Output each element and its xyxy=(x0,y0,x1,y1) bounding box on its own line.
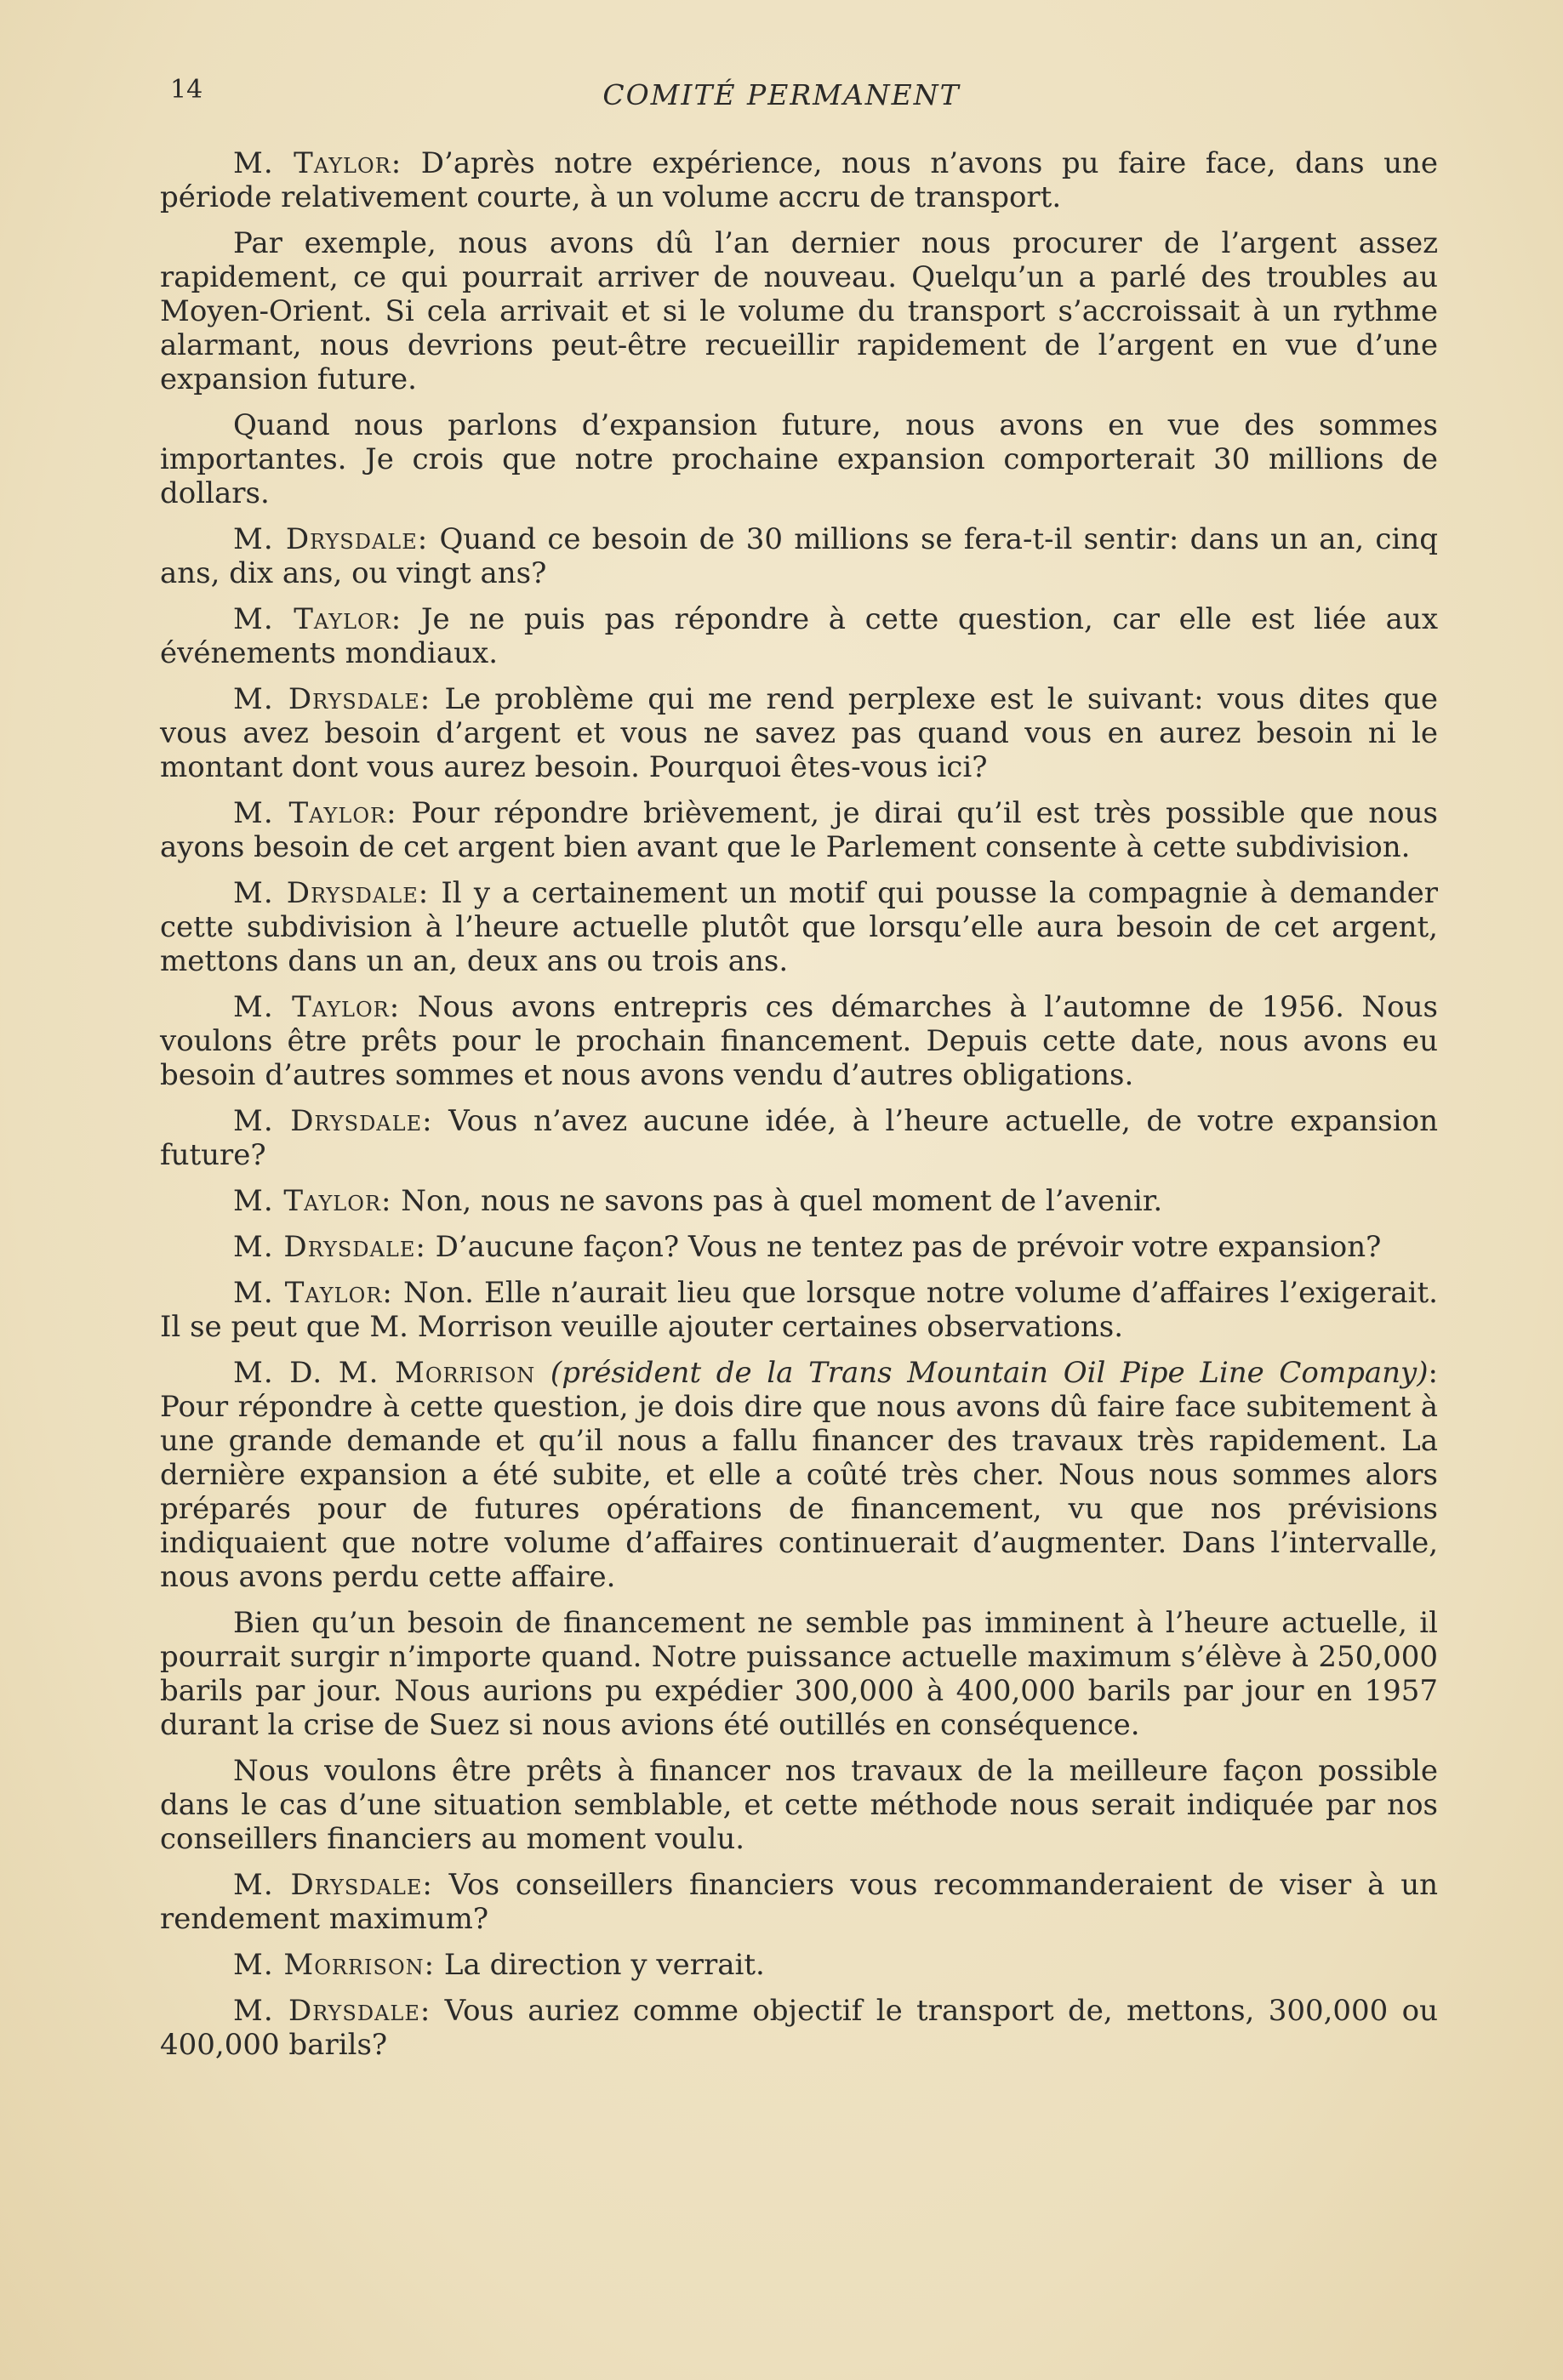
paragraph xyxy=(160,1994,1438,2062)
paragraph-text: Quand nous parlons d’expansion future, nous avons en vue des sommes importantes. Je crois que notre prochaine expansion comporterait 30 millions de dollars. xyxy=(160,408,1438,510)
paragraph-text: Par exemple, nous avons dû l’an dernier nous procurer de l’argent assez rapidement, ce qui pourrait arriver de nouveau. Quelqu’un a parlé des troubles au Moyen-Orient. Si cela arrivait et si le volume du transport s’accroissait à un rythme alarmant, nous devrions peut-être recueillir rapidement de l’argent en vue d’une expansion future. xyxy=(160,226,1438,396)
paragraph-text: Vous n’avez aucune idée, à l’heure actuelle, de votre expansion future? xyxy=(160,1104,1438,1172)
paragraph-text: D’après notre expérience, nous n’avons pu faire face, dans une période relativement courte, à un volume accru de transport. xyxy=(160,146,1438,214)
speaker-colon: : xyxy=(1428,1356,1438,1390)
transcript-body xyxy=(160,146,1438,2074)
paragraph xyxy=(160,522,1438,590)
speaker-name: M. Drysdale: xyxy=(233,1868,433,1902)
speaker-name: M. Drysdale: xyxy=(233,682,431,716)
paragraph xyxy=(160,1356,1438,1594)
paragraph xyxy=(160,796,1438,864)
paragraph-text: Vos conseillers financiers vous recommanderaient de viser à un rendement maximum? xyxy=(160,1868,1438,1936)
speaker-name: M. D. M. Morrison xyxy=(233,1356,536,1390)
speaker-name: M. Drysdale: xyxy=(233,1104,433,1138)
page-header xyxy=(0,75,1563,117)
speaker-name: M. Taylor: xyxy=(233,990,401,1024)
paragraph xyxy=(160,602,1438,670)
paragraph-text: Quand ce besoin de 30 millions se fera-t-il sentir: dans un an, cinq ans, dix ans, ou vingt ans? xyxy=(160,522,1438,590)
paragraph xyxy=(160,408,1438,510)
paragraph-text: D’aucune façon? Vous ne tentez pas de prévoir votre expansion? xyxy=(425,1230,1382,1264)
speaker-name: M. Taylor: xyxy=(233,796,397,830)
speaker-name: M. Taylor: xyxy=(233,1276,393,1310)
speaker-name: M. Drysdale: xyxy=(233,876,430,910)
paragraph-text: Pour répondre à cette question, je dois dire que nous avons dû faire face subitement à une grande demande et qu’il nous a fallu financer des travaux très rapidement. La dernière expansion a été subite, et elle a coûté très cher. Nous nous sommes alors préparés pour de futures opérations de financement, vu que nos prévisions indiquaient que notre volume d’affaires continuerait d’augmenter. Dans l’intervalle, nous avons perdu cette affaire. xyxy=(160,1390,1438,1594)
paragraph xyxy=(160,1104,1438,1172)
speaker-name: M. Drysdale: xyxy=(233,1230,426,1264)
paragraph-text: Je ne puis pas répondre à cette question, car elle est liée aux événements mondiaux. xyxy=(160,602,1438,670)
paragraph xyxy=(160,1606,1438,1742)
paragraph-text: Non. Elle n’aurait lieu que lorsque notre volume d’affaires l’exigerait. Il se peut que M. Morrison veuille ajouter certaines observations. xyxy=(160,1276,1438,1344)
paragraph-text: Nous avons entrepris ces démarches à l’automne de 1956. Nous voulons être prêts pour le prochain financement. Depuis cette date, nous avons eu besoin d’autres sommes et nous avons vendu d’autres obligations. xyxy=(160,990,1439,1092)
paragraph-text: Non, nous ne savons pas à quel moment de l’avenir. xyxy=(391,1184,1163,1218)
paragraph xyxy=(160,1184,1438,1218)
paragraph xyxy=(160,990,1438,1092)
page-number: 14 xyxy=(170,75,203,105)
paragraph xyxy=(160,1948,1438,1982)
speaker-role: (président de la Trans Mountain Oil Pipe Line Company) xyxy=(535,1356,1429,1390)
speaker-name: M. Morrison: xyxy=(233,1948,436,1982)
running-title: COMITÉ PERMANENT xyxy=(602,78,961,111)
paragraph xyxy=(160,1754,1438,1856)
paragraph-text: Nous voulons être prêts à financer nos travaux de la meilleure façon possible dans le cas d’une situation semblable, et cette méthode nous serait indiquée par nos conseillers financiers au moment voulu. xyxy=(160,1754,1438,1856)
paragraph xyxy=(160,1230,1438,1264)
speaker-name: M. Taylor: xyxy=(233,602,402,636)
paragraph xyxy=(160,1868,1438,1936)
speaker-name: M. Taylor: xyxy=(233,146,402,180)
speaker-name: M. Drysdale: xyxy=(233,1994,431,2028)
speaker-name: M. Taylor: xyxy=(233,1184,392,1218)
speaker-name: M. Drysdale: xyxy=(233,522,429,556)
paragraph xyxy=(160,146,1438,214)
paragraph xyxy=(160,682,1438,784)
paragraph-text: Il y a certainement un motif qui pousse la compagnie à demander cette subdivision à l’heure actuelle plutôt que lorsqu’elle aura besoin de cet argent, mettons dans un an, deux ans ou trois ans. xyxy=(160,876,1439,978)
paragraph-text: Pour répondre brièvement, je dirai qu’il est très possible que nous ayons besoin de cet argent bien avant que le Parlement consente à cette subdivision. xyxy=(160,796,1438,864)
paragraph xyxy=(160,876,1438,978)
paragraph-text: Bien qu’un besoin de financement ne semble pas imminent à l’heure actuelle, il pourrait surgir n’importe quand. Notre puissance actuelle maximum s’élève à 250,000 barils par jour. Nous aurions pu expédier 300,000 à 400,000 barils par jour en 1957 durant la crise de Suez si nous avions été outillés en conséquence. xyxy=(160,1606,1438,1742)
paragraph-text: Le problème qui me rend perplexe est le suivant: vous dites que vous avez besoin d’argent et vous ne savez pas quand vous en aurez besoin ni le montant dont vous aurez besoin. Pourquoi êtes-vous ici? xyxy=(160,682,1438,784)
paragraph-text: Vous auriez comme objectif le transport de, mettons, 300,000 ou 400,000 barils? xyxy=(160,1994,1438,2062)
paragraph-text: La direction y verrait. xyxy=(435,1948,765,1982)
paragraph xyxy=(160,1276,1438,1344)
paragraph xyxy=(160,226,1438,396)
